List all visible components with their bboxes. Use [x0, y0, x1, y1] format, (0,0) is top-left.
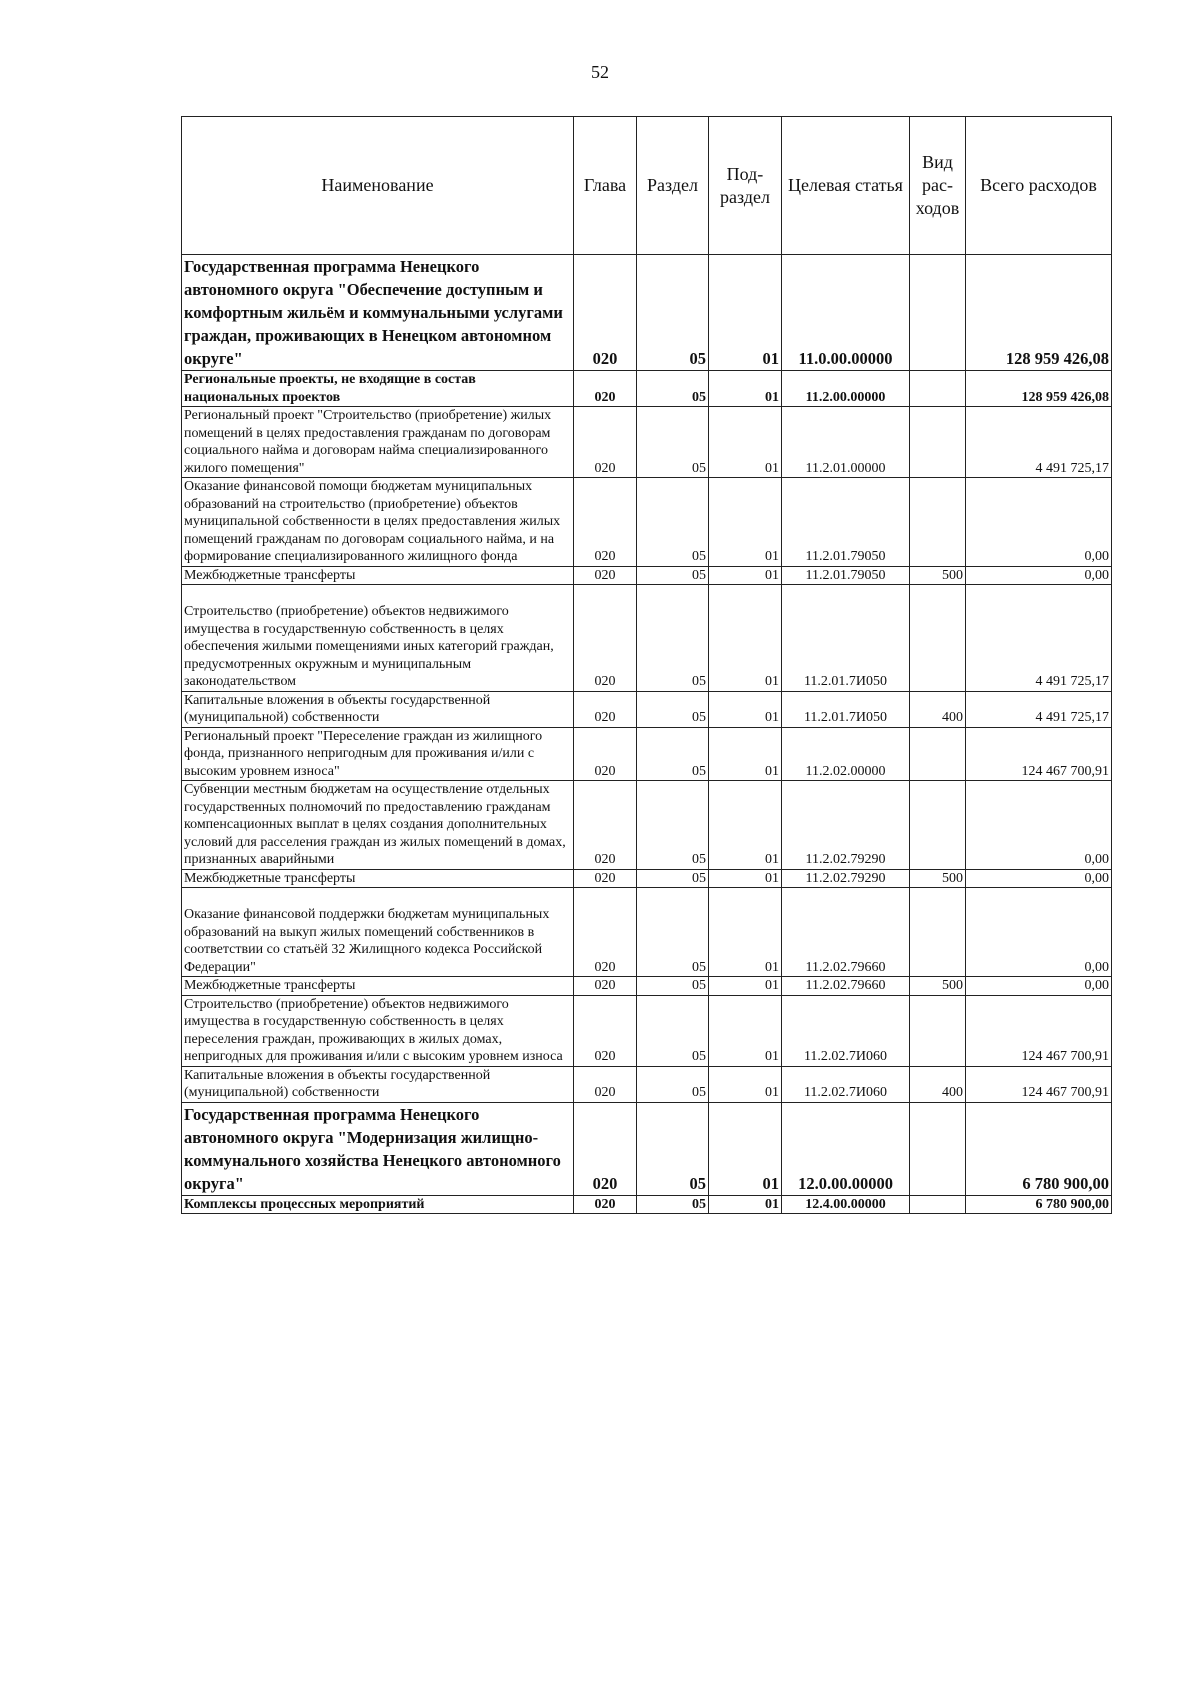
cell-podrazdel: 01	[709, 1066, 782, 1102]
cell-vid-rashodov	[910, 407, 966, 478]
cell-razdel: 05	[637, 869, 709, 888]
cell-podrazdel: 01	[709, 691, 782, 727]
cell-celevaya-statya: 11.2.01.79050	[782, 566, 910, 585]
cell-glava: 020	[574, 995, 637, 1066]
cell-podrazdel: 01	[709, 371, 782, 407]
cell-name: Межбюджетные трансферты	[182, 566, 574, 585]
table-row	[182, 995, 1112, 1066]
cell-name: Региональный проект "Переселение граждан из жилищного фонда, признанного непригодным для проживания и/или с высоким уровнем износа"	[182, 727, 574, 781]
table-row	[182, 407, 1112, 478]
cell-razdel: 05	[637, 977, 709, 996]
cell-name: Государственная программа Ненецкого автономного округа "Обеспечение доступным и комфортным жильём и коммунальными услугами граждан, проживающих в Ненецком автономном округе"	[182, 255, 574, 371]
cell-razdel: 05	[637, 781, 709, 870]
table-row	[182, 869, 1112, 888]
cell-total: 4 491 725,17	[966, 585, 1112, 692]
cell-name: Капитальные вложения в объекты государственной (муниципальной) собственности	[182, 691, 574, 727]
cell-razdel: 05	[637, 995, 709, 1066]
header-vid: Вид рас-ходов	[910, 117, 966, 255]
cell-name: Межбюджетные трансферты	[182, 977, 574, 996]
table-row	[182, 478, 1112, 567]
cell-vid-rashodov: 500	[910, 869, 966, 888]
cell-name: Строительство (приобретение) объектов недвижимого имущества в государственную собственность в целях переселения граждан, проживающих в жилых домах, непригодных для проживания и/или с высоким уровнем износа	[182, 995, 574, 1066]
cell-vid-rashodov	[910, 727, 966, 781]
table-row	[182, 371, 1112, 407]
cell-podrazdel: 01	[709, 888, 782, 977]
table-row	[182, 585, 1112, 692]
cell-total: 124 467 700,91	[966, 727, 1112, 781]
cell-celevaya-statya: 11.2.01.7И050	[782, 691, 910, 727]
cell-total: 0,00	[966, 781, 1112, 870]
table-row	[182, 727, 1112, 781]
cell-razdel: 05	[637, 478, 709, 567]
cell-razdel: 05	[637, 1066, 709, 1102]
cell-total: 0,00	[966, 888, 1112, 977]
cell-podrazdel: 01	[709, 869, 782, 888]
cell-glava: 020	[574, 1102, 637, 1195]
cell-name: Региональный проект "Строительство (приобретение) жилых помещений в целях предоставления гражданам по договорам социального найма и договорам найма специализированного жилого помещения"	[182, 407, 574, 478]
table-row	[182, 691, 1112, 727]
header-razdel: Раздел	[637, 117, 709, 255]
cell-vid-rashodov	[910, 255, 966, 371]
cell-glava: 020	[574, 407, 637, 478]
cell-total: 4 491 725,17	[966, 407, 1112, 478]
cell-podrazdel: 01	[709, 566, 782, 585]
cell-glava: 020	[574, 781, 637, 870]
table-header-row	[182, 117, 1112, 255]
cell-celevaya-statya: 11.2.02.79290	[782, 781, 910, 870]
cell-total: 0,00	[966, 977, 1112, 996]
cell-celevaya-statya: 11.2.01.00000	[782, 407, 910, 478]
cell-total: 4 491 725,17	[966, 691, 1112, 727]
cell-total: 128 959 426,08	[966, 255, 1112, 371]
cell-razdel: 05	[637, 566, 709, 585]
cell-total: 6 780 900,00	[966, 1195, 1112, 1214]
cell-podrazdel: 01	[709, 1195, 782, 1214]
header-total: Всего расходов	[966, 117, 1112, 255]
cell-vid-rashodov	[910, 1195, 966, 1214]
cell-total: 124 467 700,91	[966, 1066, 1112, 1102]
cell-celevaya-statya: 12.4.00.00000	[782, 1195, 910, 1214]
cell-vid-rashodov	[910, 371, 966, 407]
cell-razdel: 05	[637, 1102, 709, 1195]
cell-glava: 020	[574, 585, 637, 692]
header-celevaya: Целевая статья	[782, 117, 910, 255]
cell-podrazdel: 01	[709, 727, 782, 781]
cell-celevaya-statya: 11.2.02.79660	[782, 888, 910, 977]
header-podrazdel: Под-раздел	[709, 117, 782, 255]
cell-podrazdel: 01	[709, 1102, 782, 1195]
cell-total: 6 780 900,00	[966, 1102, 1112, 1195]
cell-vid-rashodov	[910, 781, 966, 870]
table-body	[182, 255, 1112, 1214]
cell-razdel: 05	[637, 691, 709, 727]
table-row	[182, 566, 1112, 585]
cell-razdel: 05	[637, 255, 709, 371]
cell-podrazdel: 01	[709, 977, 782, 996]
cell-podrazdel: 01	[709, 995, 782, 1066]
table-row	[182, 888, 1112, 977]
cell-vid-rashodov	[910, 995, 966, 1066]
cell-glava: 020	[574, 691, 637, 727]
cell-total: 0,00	[966, 566, 1112, 585]
table-row	[182, 255, 1112, 371]
cell-glava: 020	[574, 1066, 637, 1102]
cell-glava: 020	[574, 869, 637, 888]
cell-total: 0,00	[966, 478, 1112, 567]
cell-podrazdel: 01	[709, 781, 782, 870]
table-row	[182, 781, 1112, 870]
cell-total: 124 467 700,91	[966, 995, 1112, 1066]
header-glava: Глава	[574, 117, 637, 255]
cell-vid-rashodov: 400	[910, 1066, 966, 1102]
cell-celevaya-statya: 12.0.00.00000	[782, 1102, 910, 1195]
cell-name: Оказание финансовой помощи бюджетам муниципальных образований на строительство (приобретение) объектов муниципальной собственности в целях предоставления жилых помещений гражданам по договорам социального найма, и на формирование специализированного жилищного фонда	[182, 478, 574, 567]
cell-vid-rashodov	[910, 888, 966, 977]
budget-table	[181, 116, 1112, 1214]
cell-name: Государственная программа Ненецкого автономного округа "Модернизация жилищно-коммунального хозяйства Ненецкого автономного округа"	[182, 1102, 574, 1195]
cell-glava: 020	[574, 977, 637, 996]
cell-podrazdel: 01	[709, 407, 782, 478]
cell-razdel: 05	[637, 727, 709, 781]
cell-name: Комплексы процессных мероприятий	[182, 1195, 574, 1214]
cell-celevaya-statya: 11.2.01.7И050	[782, 585, 910, 692]
cell-celevaya-statya: 11.2.02.7И060	[782, 995, 910, 1066]
table-row	[182, 1066, 1112, 1102]
cell-name: Оказание финансовой поддержки бюджетам муниципальных образований на выкуп жилых помещений собственников в соответствии со статьёй 32 Жилищного кодекса Российской Федерации"	[182, 888, 574, 977]
cell-name: Строительство (приобретение) объектов недвижимого имущества в государственную собственность в целях обеспечения жилыми помещениями иных категорий граждан, предусмотренных окружным и муниципальным законодательством	[182, 585, 574, 692]
table-row	[182, 1102, 1112, 1195]
cell-celevaya-statya: 11.2.02.79660	[782, 977, 910, 996]
cell-celevaya-statya: 11.2.01.79050	[782, 478, 910, 567]
cell-glava: 020	[574, 371, 637, 407]
cell-celevaya-statya: 11.2.02.00000	[782, 727, 910, 781]
cell-name: Субвенции местным бюджетам на осуществление отдельных государственных полномочий по предоставлению гражданам компенсационных выплат в целях создания дополнительных условий для расселения граждан из жилых помещений в домах, признанных аварийными	[182, 781, 574, 870]
cell-podrazdel: 01	[709, 255, 782, 371]
cell-total: 0,00	[966, 869, 1112, 888]
cell-razdel: 05	[637, 371, 709, 407]
cell-celevaya-statya: 11.0.00.00000	[782, 255, 910, 371]
cell-podrazdel: 01	[709, 478, 782, 567]
cell-vid-rashodov	[910, 478, 966, 567]
cell-razdel: 05	[637, 407, 709, 478]
cell-vid-rashodov	[910, 1102, 966, 1195]
cell-glava: 020	[574, 727, 637, 781]
cell-celevaya-statya: 11.2.00.00000	[782, 371, 910, 407]
cell-total: 128 959 426,08	[966, 371, 1112, 407]
cell-glava: 020	[574, 888, 637, 977]
cell-glava: 020	[574, 566, 637, 585]
cell-vid-rashodov: 400	[910, 691, 966, 727]
cell-glava: 020	[574, 1195, 637, 1214]
cell-vid-rashodov: 500	[910, 977, 966, 996]
cell-name: Межбюджетные трансферты	[182, 869, 574, 888]
cell-celevaya-statya: 11.2.02.79290	[782, 869, 910, 888]
cell-podrazdel: 01	[709, 585, 782, 692]
cell-celevaya-statya: 11.2.02.7И060	[782, 1066, 910, 1102]
table-row	[182, 1195, 1112, 1214]
cell-glava: 020	[574, 255, 637, 371]
cell-glava: 020	[574, 478, 637, 567]
cell-name: Региональные проекты, не входящие в состав национальных проектов	[182, 371, 574, 407]
cell-vid-rashodov	[910, 585, 966, 692]
header-name: Наименование	[182, 117, 574, 255]
cell-razdel: 05	[637, 1195, 709, 1214]
page-number: 52	[591, 62, 609, 82]
table-row	[182, 977, 1112, 996]
cell-name: Капитальные вложения в объекты государственной (муниципальной) собственности	[182, 1066, 574, 1102]
cell-razdel: 05	[637, 888, 709, 977]
cell-vid-rashodov: 500	[910, 566, 966, 585]
cell-razdel: 05	[637, 585, 709, 692]
